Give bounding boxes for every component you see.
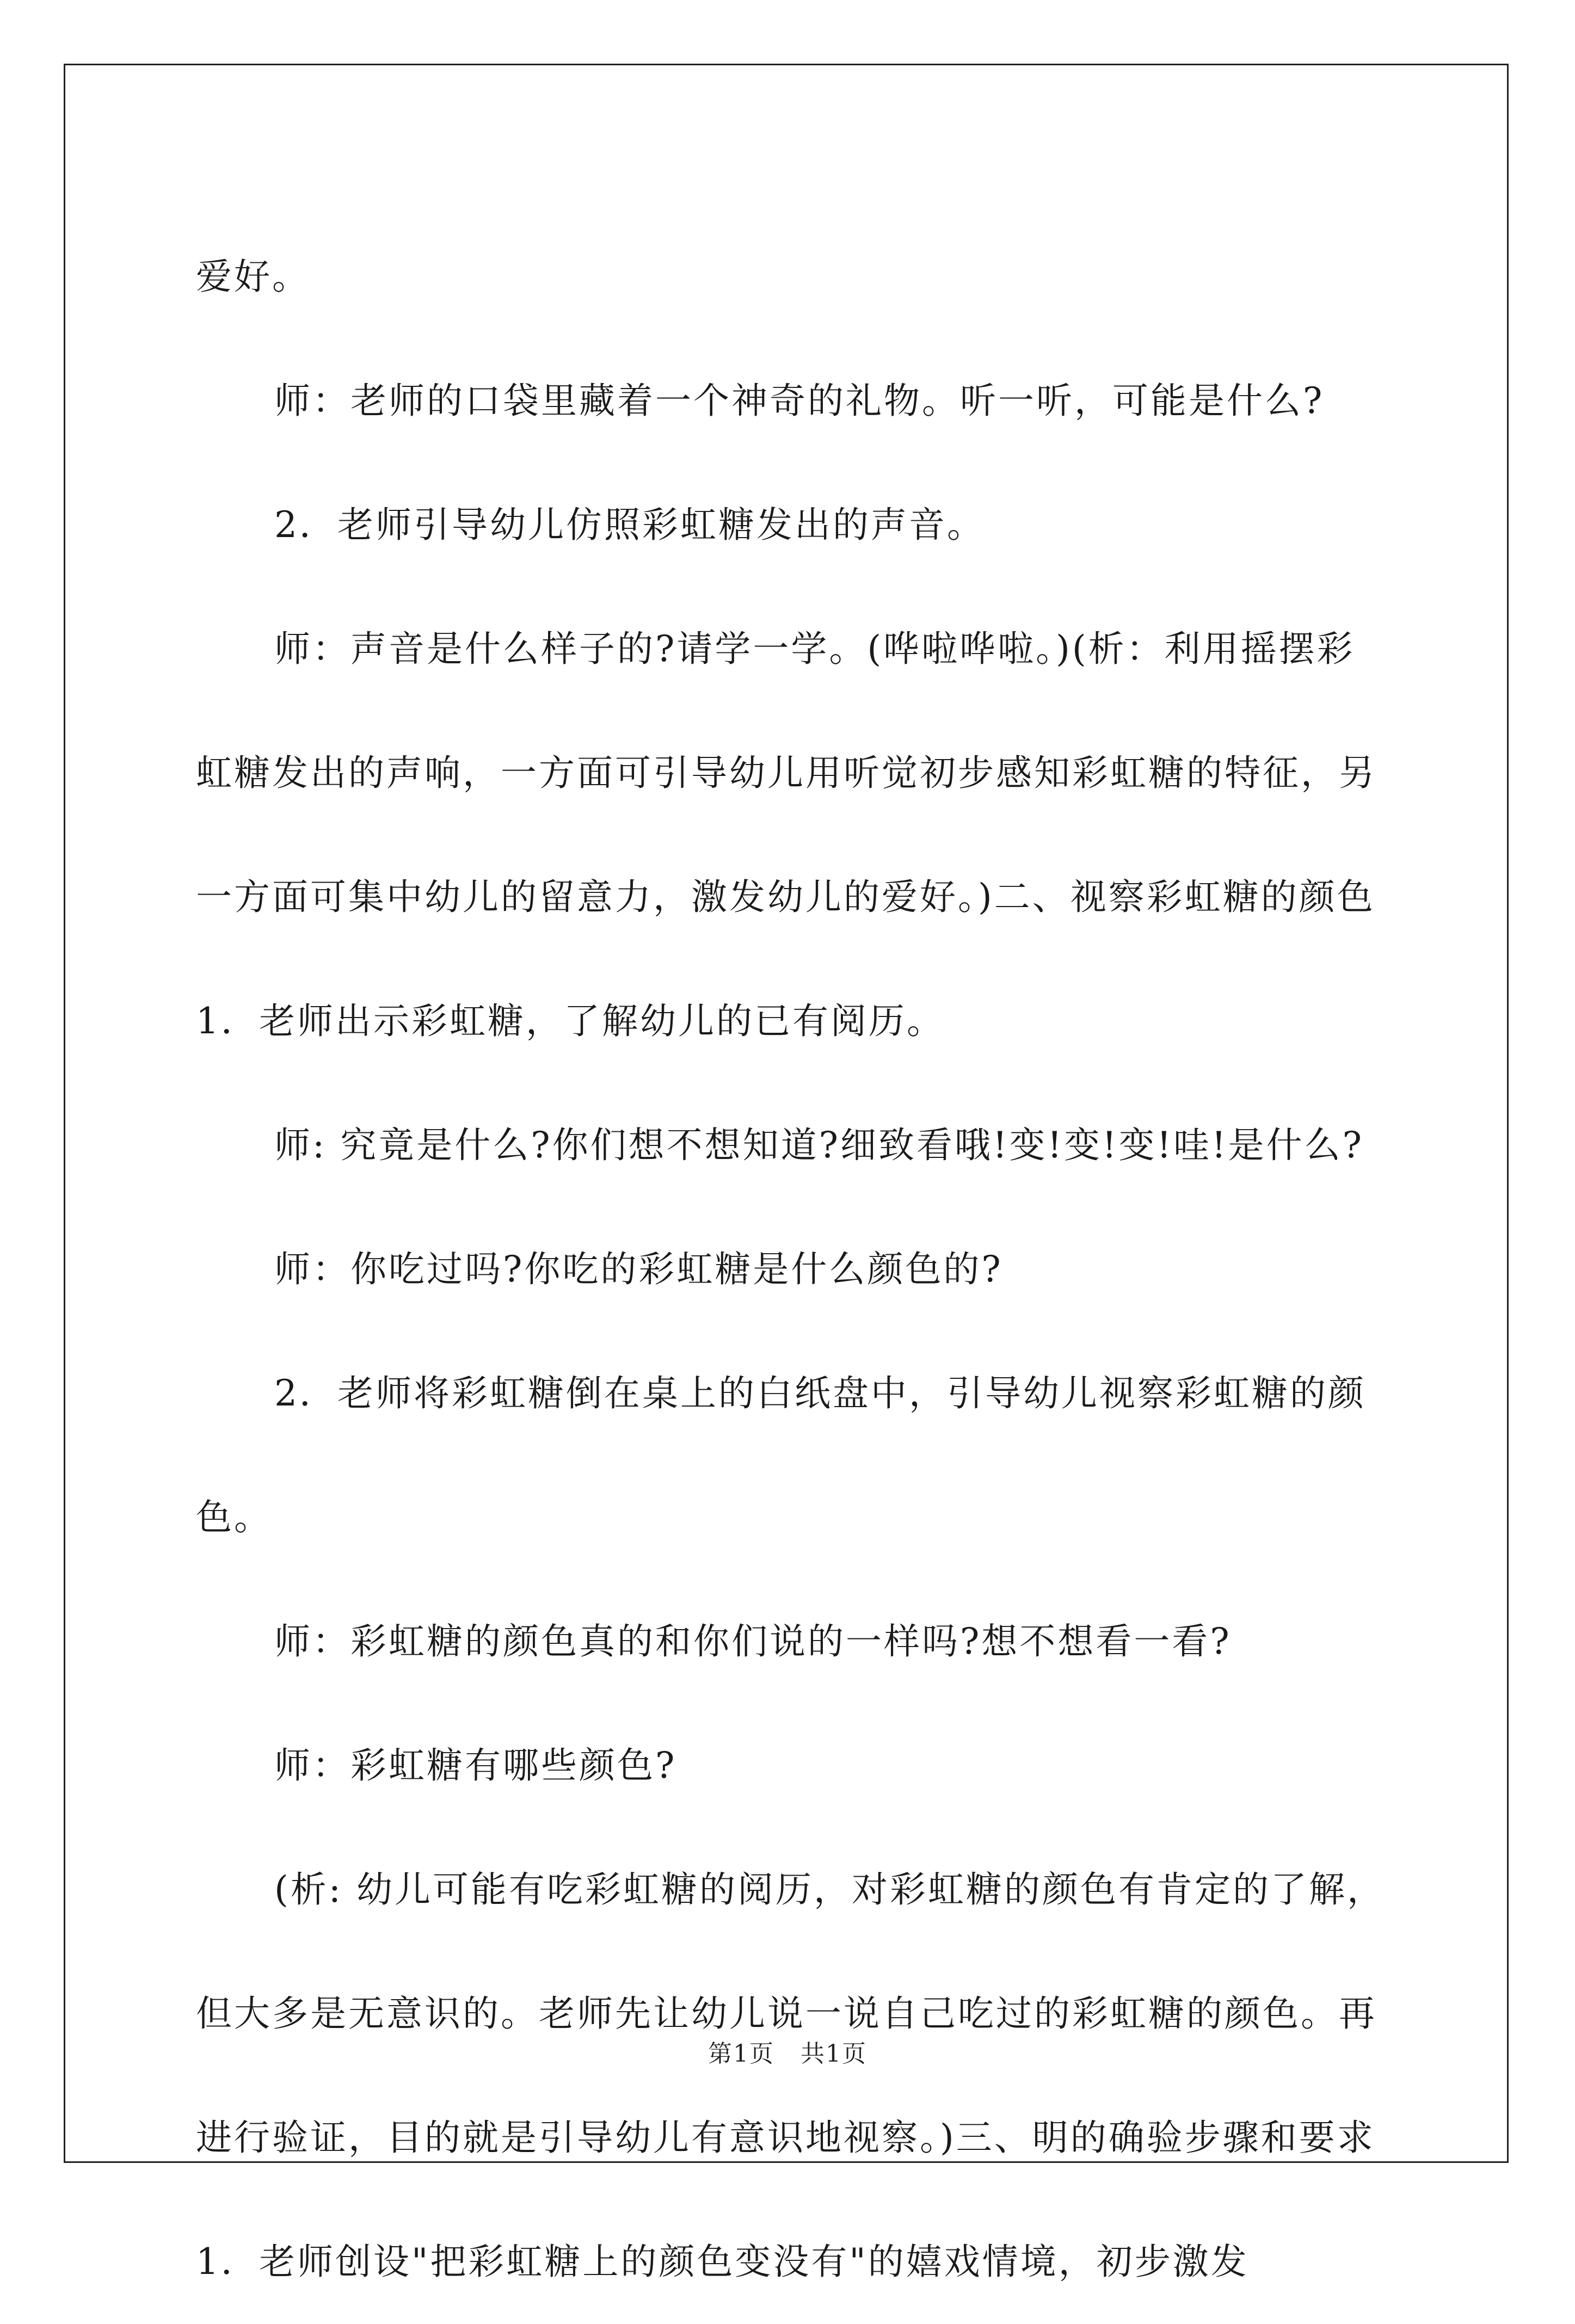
paragraph-5: 师: 究竟是什么?你们想不想知道?细致看哦!变!变!变!哇!是什么?	[274, 1124, 1364, 1166]
document-body	[196, 215, 1388, 2324]
footer-spacer	[774, 2040, 801, 2068]
page-total: 共1页	[800, 2040, 867, 2068]
paragraph-1: 爱好。	[196, 256, 310, 298]
page-number: 第1页	[708, 2040, 775, 2068]
paragraph-10: (析: 幼儿可能有吃彩虹糖的阅历，对彩虹糖的颜色有肯定的了解，但大多是无意识的。老师先让幼儿说一说自己吃过的彩虹糖的颜色。再进行验证，目的就是引导幼儿有意识地视察。)三、明的确验步骤和要求 1．老师创设"把彩虹糖上的颜色变没有"的嬉戏情境，初步激发	[196, 1869, 1385, 2283]
paragraph-3: 2．老师引导幼儿仿照彩虹糖发出的声音。	[274, 504, 985, 546]
paragraph-4: 师：声音是什么样子的?请学一学。(哗啦哗啦。)(析：利用摇摆彩虹糖发出的声响，一方面可引导幼儿用听觉初步感知彩虹糖的特征，另一方面可集中幼儿的留意力，激发幼儿的爱好。)二、视察彩虹糖的颜色 1．老师出示彩虹糖，了解幼儿的已有阅历。	[196, 628, 1377, 1042]
paragraph-2: 师：老师的口袋里藏着一个神奇的礼物。听一听，可能是什么?	[274, 380, 1325, 422]
paragraph-8: 师：彩虹糖的颜色真的和你们说的一样吗?想不想看一看?	[274, 1620, 1232, 1662]
paragraph-6: 师：你吃过吗?你吃的彩虹糖是什么颜色的?	[274, 1248, 1003, 1290]
paragraph-9: 师：彩虹糖有哪些颜色?	[274, 1744, 677, 1786]
paragraph-7: 2．老师将彩虹糖倒在桌上的白纸盘中，引导幼儿视察彩虹糖的颜色。	[196, 1372, 1366, 1538]
page-footer	[0, 2034, 1575, 2069]
